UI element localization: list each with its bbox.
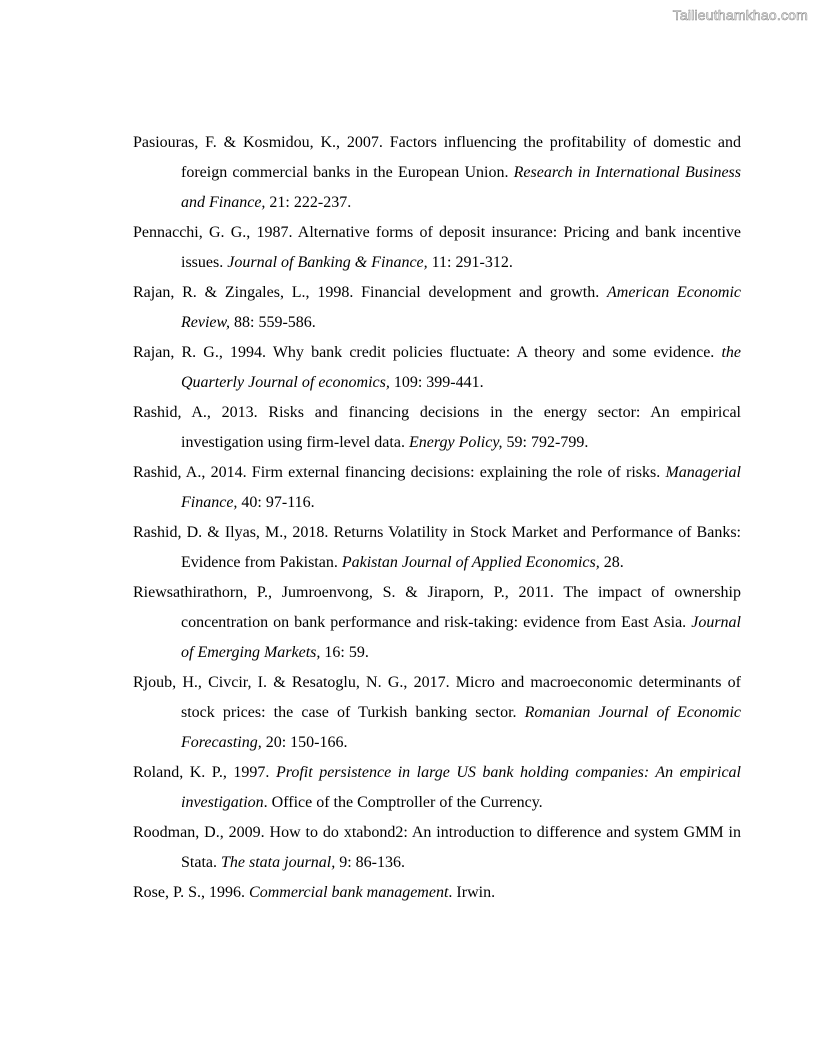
reference-details: 88: 559-586.: [230, 314, 316, 331]
reference-details: 40: 97-116.: [237, 494, 315, 511]
reference-item: [133, 338, 741, 398]
reference-source: Managerial Finance,: [181, 464, 741, 511]
reference-item: [133, 218, 741, 278]
reference-item: [133, 278, 741, 338]
reference-text: Pasiouras, F. & Kosmidou, K., 2007. Factors influencing the profitability of domestic and foreign commercial banks in the European Union.: [133, 134, 741, 181]
reference-source: The stata journal,: [221, 854, 336, 871]
reference-text: Rashid, A., 2014. Firm external financing decisions: explaining the role of risks.: [133, 464, 666, 481]
reference-list: [133, 128, 741, 908]
reference-details: 16: 59.: [320, 644, 369, 661]
reference-details: 59: 792-799.: [502, 434, 589, 451]
reference-details: . Office of the Comptroller of the Currency.: [263, 794, 543, 811]
reference-item: [133, 878, 741, 908]
reference-text: Riewsathirathorn, P., Jumroenvong, S. & Jiraporn, P., 2011. The impact of ownership concentration on bank performance and risk-taking: evidence from East Asia.: [133, 584, 741, 631]
reference-item: [133, 818, 741, 878]
watermark-text: Tailieuthamkhao.com: [672, 7, 808, 23]
reference-text: Rajan, R. G., 1994. Why bank credit policies fluctuate: A theory and some evidence.: [133, 344, 722, 361]
reference-text: Rashid, D. & Ilyas, M., 2018. Returns Volatility in Stock Market and Performance of Banks: Evidence from Pakistan.: [133, 524, 741, 571]
reference-details: 9: 86-136.: [335, 854, 406, 871]
reference-item: [133, 578, 741, 668]
reference-details: 28.: [599, 554, 624, 571]
reference-text: Roland, K. P., 1997.: [133, 764, 276, 781]
reference-source: Pakistan Journal of Applied Economics,: [341, 554, 600, 571]
reference-details: 11: 291-312.: [427, 254, 513, 271]
reference-item: [133, 758, 741, 818]
reference-text: Pennacchi, G. G., 1987. Alternative forms of deposit insurance: Pricing and bank incentive issues.: [133, 224, 741, 271]
reference-source: Commercial bank management: [249, 884, 449, 901]
reference-details: . Irwin.: [448, 884, 496, 901]
reference-text: Roodman, D., 2009. How to do xtabond2: An introduction to difference and system GMM in Stata.: [133, 824, 741, 871]
reference-text: Rajan, R. & Zingales, L., 1998. Financial development and growth.: [133, 284, 607, 301]
reference-source: Romanian Journal of Economic Forecasting,: [181, 704, 741, 751]
reference-details: 20: 150-166.: [261, 734, 348, 751]
reference-text: Rose, P. S., 1996.: [133, 884, 250, 901]
reference-source: the Quarterly Journal of economics,: [181, 344, 741, 391]
reference-source: Research in International Business and Finance,: [181, 164, 741, 211]
reference-item: [133, 518, 741, 578]
reference-item: [133, 128, 741, 218]
reference-item: [133, 668, 741, 758]
reference-source: American Economic Review,: [181, 284, 741, 331]
reference-item: [133, 458, 741, 518]
reference-item: [133, 398, 741, 458]
reference-text: Rjoub, H., Civcir, I. & Resatoglu, N. G., 2017. Micro and macroeconomic determinants of stock prices: the case of Turkish banking sector.: [133, 674, 741, 721]
reference-source: Journal of Banking & Finance,: [227, 254, 428, 271]
reference-source: Journal of Emerging Markets,: [181, 614, 741, 661]
reference-details: 21: 222-237.: [265, 194, 352, 211]
reference-text: Rashid, A., 2013. Risks and financing decisions in the energy sector: An empirical investigation using firm-level data.: [133, 404, 741, 451]
reference-details: 109: 399-441.: [389, 374, 484, 391]
reference-source: Energy Policy,: [408, 434, 503, 451]
reference-source: Profit persistence in large US bank holding companies: An empirical investigation: [181, 764, 742, 811]
